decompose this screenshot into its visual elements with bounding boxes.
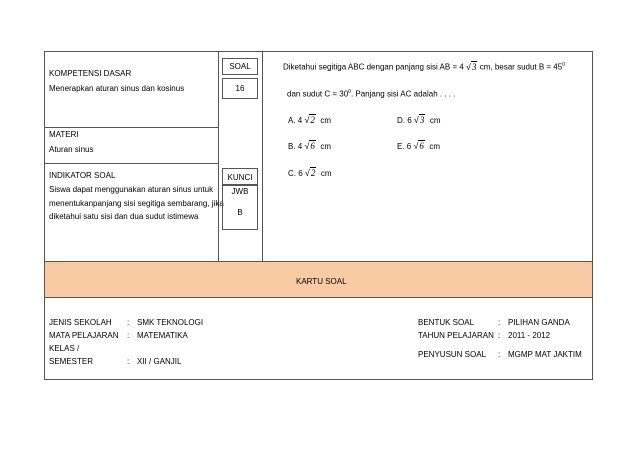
footer-sep: :	[498, 331, 501, 340]
footer-label-kelas: KELAS /	[49, 344, 80, 353]
footer-label-jenis: JENIS SEKOLAH	[49, 318, 112, 327]
indikator-title: INDIKATOR SOAL	[49, 171, 116, 180]
sqrt-icon: √6	[304, 141, 315, 151]
kompetensi-text: Menerapkan aturan sinus dan kosinus	[49, 84, 185, 93]
indikator-line-1: Siswa dapat menggunakan aturan sinus untuk	[49, 185, 214, 194]
option-b[interactable]: B. 4 √6 cm	[288, 141, 332, 151]
indikator-line-2: menentukanpanjang sisi segitiga sembarang, jika	[49, 199, 224, 208]
sqrt-icon: √6	[413, 141, 424, 151]
banner-title: KARTU SOAL	[296, 277, 347, 286]
left-column-divider	[218, 51, 219, 261]
kunci-label: KUNCI	[227, 172, 253, 182]
materi-title: MATERI	[49, 130, 79, 139]
option-a[interactable]: A. 4 √2 cm	[288, 115, 332, 125]
footer-value-penyusun: MGMP MAT JAKTIM	[508, 350, 582, 359]
banner-divider	[44, 297, 593, 298]
question-line-1: Diketahui segitiga ABC dengan panjang sisi AB = 4 √3 cm, besar sudut $B = 45^0$	[283, 61, 565, 72]
footer-sep: :	[127, 318, 130, 327]
footer-sep: :	[127, 331, 130, 340]
soal-label: SOAL	[229, 62, 251, 71]
sqrt-icon: √3	[413, 115, 425, 125]
footer-value-semester: XII / GANJIL	[137, 357, 182, 366]
footer-value-tahun: 2011 - 2012	[508, 331, 551, 340]
footer-value-mapel: MATEMATIKA	[137, 331, 188, 340]
option-c[interactable]: C. 6 √2 cm	[288, 168, 332, 178]
footer-label-mapel: MATA PELAJARAN	[49, 331, 119, 340]
kompetensi-title: KOMPETENSI DASAR	[49, 69, 132, 78]
sqrt-3: √3	[466, 61, 477, 72]
footer-value-bentuk: PILIHAN GANDA	[508, 318, 570, 327]
left-divider-2	[44, 163, 219, 164]
footer-label-semester: SEMESTER	[49, 357, 94, 366]
soal-number: 16	[235, 84, 245, 93]
option-e[interactable]: E. 6 √6 cm	[397, 141, 441, 151]
middle-column-divider	[262, 51, 263, 261]
footer-sep: :	[498, 318, 501, 327]
indikator-line-3: diketahui satu sisi dan dua sudut istimewa	[49, 212, 199, 221]
materi-text: Aturan sinus	[49, 145, 94, 154]
footer-label-bentuk: BENTUK SOAL	[418, 318, 475, 327]
left-divider-1	[44, 127, 219, 128]
sqrt-icon: √2	[304, 168, 316, 178]
option-d[interactable]: D. 6 √3 cm	[397, 115, 441, 125]
footer-label-tahun: TAHUN PELAJARAN	[418, 331, 494, 340]
sqrt-icon: √2	[304, 115, 315, 125]
answer-key: B	[237, 208, 243, 217]
jwb-label: JWB	[231, 187, 249, 196]
footer-sep: :	[127, 357, 130, 366]
soal-label-box	[222, 58, 258, 75]
soal-number-box	[222, 78, 258, 99]
answer-box	[222, 184, 258, 230]
question-line-2: dan sudut $C = 30^0$. Panjang sisi AC adalah . . . .	[287, 89, 456, 99]
footer-sep: :	[498, 350, 501, 359]
footer-value-jenis: SMK TEKNOLOGI	[137, 318, 204, 327]
footer-label-penyusun: PENYUSUN SOAL	[418, 350, 487, 359]
